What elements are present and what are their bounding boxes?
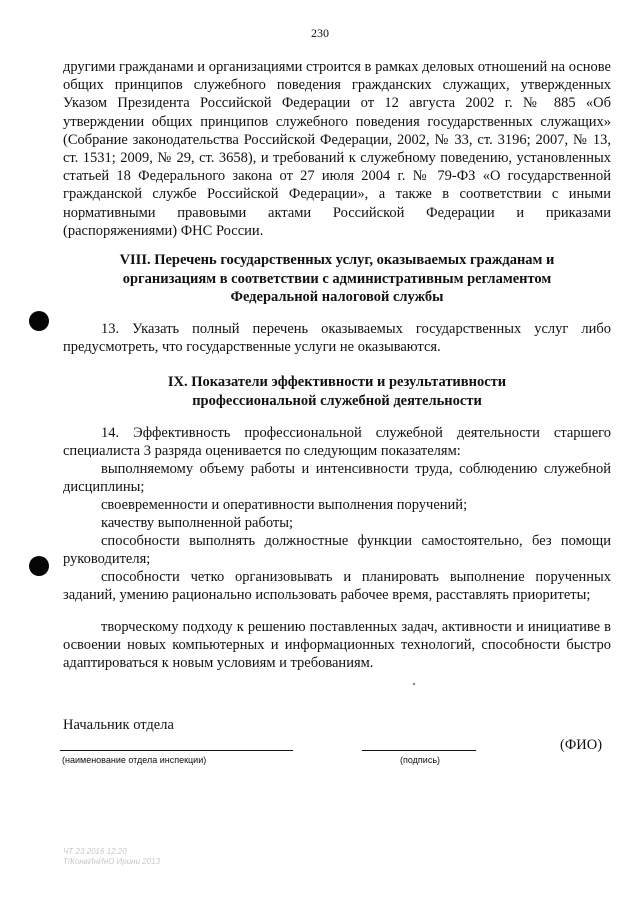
section-8-heading-line: организациям в соответствии с административным регламентом: [122, 270, 552, 287]
section-8-heading-line: VIII. Перечень государственных услуг, оказываемых гражданам и: [119, 252, 555, 268]
section-9-heading-line: профессиональной служебной деятельности: [192, 392, 482, 409]
fio-label: (ФИО): [560, 737, 603, 753]
footer-stamp: [63, 847, 160, 867]
position-label: Начальник отдела: [63, 717, 174, 733]
department-signature-line: [60, 750, 293, 751]
indicator-item: выполняемому объему работы и интенсивности труда, соблюдению служебной дисциплины;: [63, 461, 611, 496]
signature-line: [362, 750, 476, 751]
indicator-item: своевременности и оперативности выполнения поручений;: [101, 497, 468, 513]
punch-hole: [29, 311, 49, 331]
footer-stamp-line: ЧТ 23 2016 12:20: [63, 847, 127, 856]
page-number: 230: [311, 26, 329, 40]
indicator-item: способности четко организовывать и планировать выполнение порученных заданий, умению рационально использовать рабочее время, расставлять приоритеты;: [63, 569, 611, 604]
footer-stamp-line: Т/КонвИнИнО Ирини 2013: [63, 857, 161, 866]
indicator-item: творческому подходу к решению поставленных задач, активности и инициативе в освоении новых компьютерных и информационных технологий, способности быстро адаптироваться к новым условиям и требованиям.: [63, 619, 611, 672]
scan-speck: [413, 683, 415, 685]
section-9-paragraph: 14. Эффективность профессиональной служебной деятельности старшего специалиста 3 разряда оценивается по следующим показателям:: [63, 425, 611, 460]
section-9-heading-line: IX. Показатели эффективности и результативности: [167, 374, 507, 390]
intro-paragraph: другими гражданами и организациями строится в рамках деловых отношений на основе общих принципов служебного поведения гражданских служащих, утвержденных Указом Президента Российской Федерации от 12 августа 2002 г. № 885 «Об утверждении общих принципов служебного поведения государственных служащих» (Собрание законодательства Российской Федерации, 2002, № 33, ст. 3196; 2007, № 13, ст. 1531; 2009, № 29, ст. 3658), и требований к служебному поведению, установленных статьей 18 Федерального закона от 27 июля 2004 г. № 79-ФЗ «О государственной гражданской службе Российской Федерации», а также в соответствии с иными нормативными правовыми актами Российской Федерации и приказами (распоряжениями) ФНС России.: [63, 59, 611, 239]
punch-hole: [29, 556, 49, 576]
indicator-item: качеству выполненной работы;: [101, 515, 293, 531]
section-9-heading: [63, 373, 611, 410]
section-8-heading-line: Федеральной налоговой службы: [230, 289, 444, 306]
department-caption: (наименование отдела инспекции): [62, 755, 207, 765]
section-8-paragraph: 13. Указать полный перечень оказываемых государственных услуг либо предусмотреть, что государственные услуги не оказываются.: [63, 321, 611, 356]
signature-caption: (подпись): [400, 755, 441, 765]
indicator-item: способности выполнять должностные функции самостоятельно, без помощи руководителя;: [63, 533, 611, 568]
section-8-heading: [63, 251, 611, 307]
